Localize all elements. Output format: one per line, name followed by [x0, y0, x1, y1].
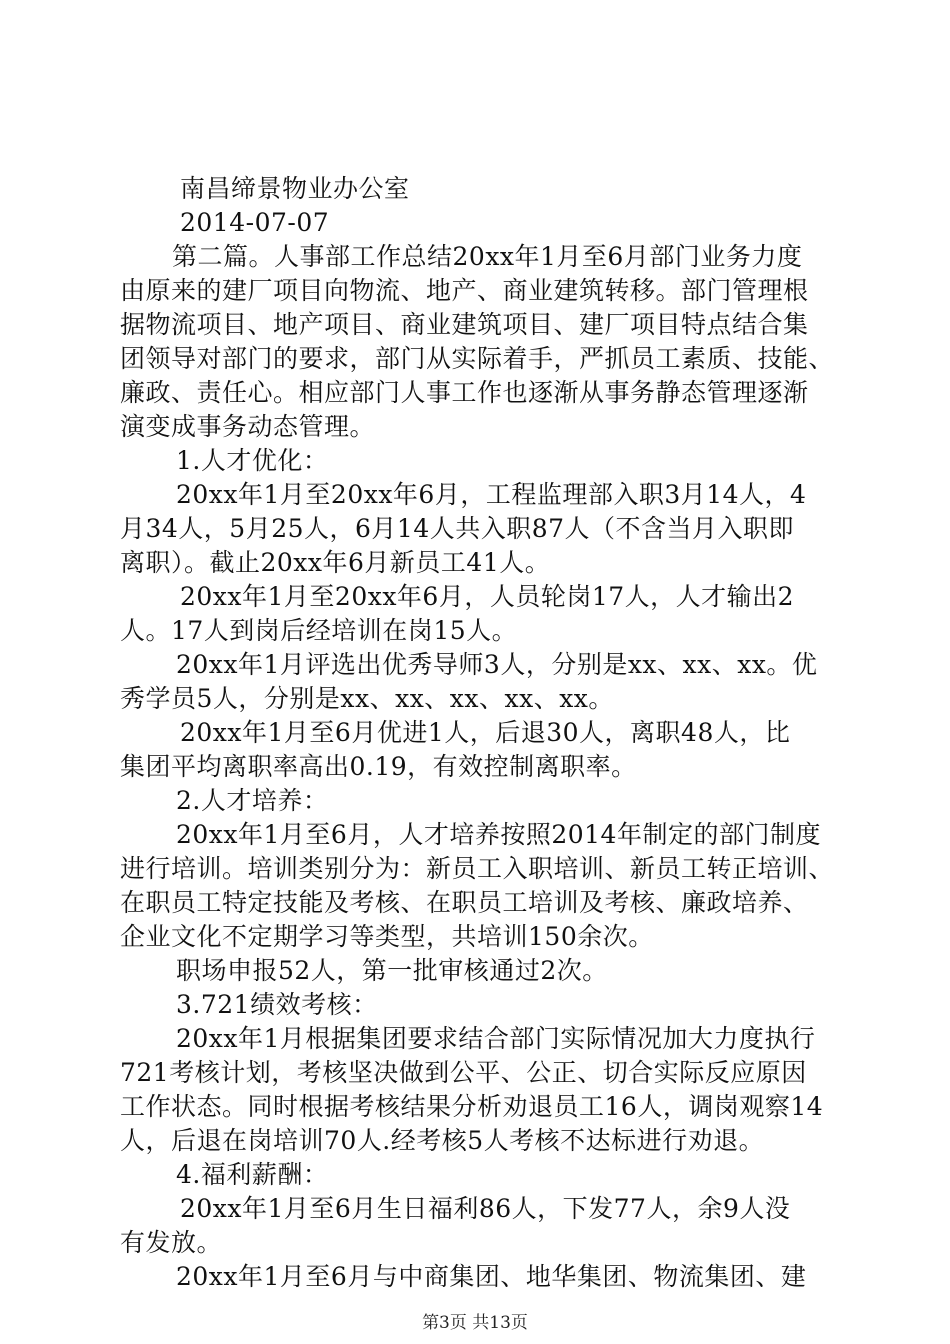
- body-text-line: 20xx年1月至20xx年6月，人员轮岗17人，人才输出2: [180, 582, 795, 611]
- body-text-line: 据物流项目、地产项目、商业建筑项目、建厂项目特点结合集: [120, 310, 809, 339]
- body-text-line: 廉政、责任心。相应部门人事工作也逐渐从事务静态管理逐渐: [120, 378, 809, 407]
- office-name: 南昌缔景物业办公室: [180, 174, 410, 203]
- body-text-line: 有发放。: [120, 1228, 223, 1257]
- body-text-line: 721考核计划，考核坚决做到公平、公正、切合实际反应原因: [120, 1058, 807, 1087]
- body-text-line: 20xx年1月至6月，人才培养按照2014年制定的部门制度: [176, 820, 821, 849]
- body-text-line: 20xx年1月评选出优秀导师3人，分别是xx、xx、xx。优: [176, 650, 818, 679]
- document-date: 2014-07-07: [180, 208, 330, 237]
- subsection-heading: 2.人才培养：: [176, 786, 329, 815]
- body-text-line: 团领导对部门的要求，部门从实际着手，严抓员工素质、技能、: [120, 344, 835, 373]
- section-heading-line: 第二篇。人事部工作总结20xx年1月至6月部门业务力度: [172, 242, 803, 271]
- subsection-heading: 4.福利薪酬：: [176, 1160, 329, 1189]
- body-text-line: 人，后退在岗培训70人.经考核5人考核不达标进行劝退。: [120, 1126, 765, 1155]
- body-text-line: 20xx年1月至6月优进1人，后退30人，离职48人，比: [180, 718, 791, 747]
- subsection-heading: 3.721绩效考核：: [176, 990, 378, 1019]
- body-text-line: 集团平均离职率高出0.19，有效控制离职率。: [120, 752, 637, 781]
- body-text-line: 人。17人到岗后经培训在岗15人。: [120, 616, 518, 645]
- body-text-line: 20xx年1月至6月与中商集团、地华集团、物流集团、建: [176, 1262, 807, 1291]
- page-number-footer: 第3页 共13页: [422, 1313, 528, 1333]
- body-text-line: 秀学员5人，分别是xx、xx、xx、xx、xx。: [120, 684, 614, 713]
- body-text-line: 进行培训。培训类别分为：新员工入职培训、新员工转正培训、: [120, 854, 835, 883]
- body-text-line: 月34人，5月25人，6月14人共入职87人（不含当月入职即: [120, 514, 795, 543]
- body-text-line: 工作状态。同时根据考核结果分析劝退员工16人，调岗观察14: [120, 1092, 824, 1121]
- subsection-heading: 1.人才优化：: [176, 446, 329, 475]
- body-text-line: 在职员工特定技能及考核、在职员工培训及考核、廉政培养、: [120, 888, 809, 917]
- body-text-line: 20xx年1月至20xx年6月，工程监理部入职3月14人，4: [176, 480, 807, 509]
- body-text-line: 职场申报52人，第一批审核通过2次。: [176, 956, 608, 985]
- body-text-line: 企业文化不定期学习等类型，共培训150余次。: [120, 922, 654, 951]
- body-text-line: 20xx年1月至6月生日福利86人，下发77人，余9人没: [180, 1194, 791, 1223]
- body-text-line: 由原来的建厂项目向物流、地产、商业建筑转移。部门管理根: [120, 276, 809, 305]
- body-text-line: 离职）。截止20xx年6月新员工41人。: [120, 548, 551, 577]
- body-text-line: 20xx年1月根据集团要求结合部门实际情况加大力度执行: [176, 1024, 816, 1053]
- body-text-line: 演变成事务动态管理。: [120, 412, 376, 441]
